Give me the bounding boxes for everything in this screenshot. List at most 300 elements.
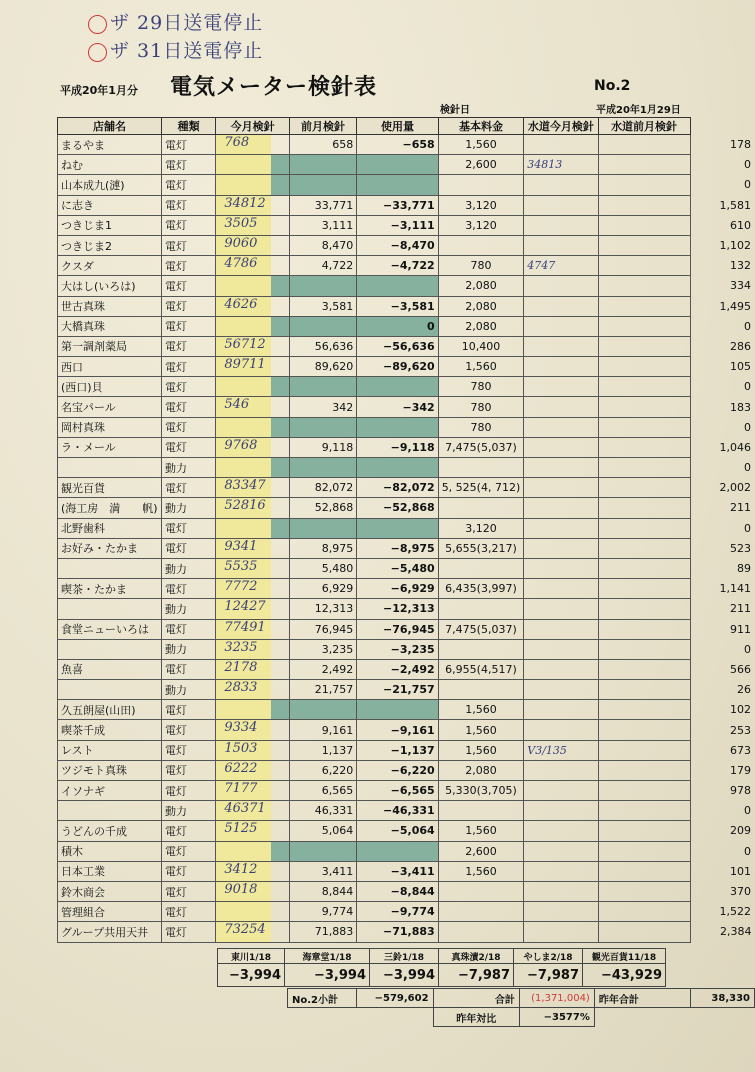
water-current-reading — [524, 417, 598, 437]
store-name: クスダ — [58, 256, 162, 276]
water-previous-reading — [598, 336, 690, 356]
side-value: 101 — [730, 864, 751, 878]
bottom-summary-table — [217, 948, 666, 987]
previous-reading: 56,636 — [289, 336, 356, 356]
store-name: (西口)貝 — [58, 377, 162, 397]
current-reading-cell — [216, 599, 289, 619]
water-previous-reading — [598, 680, 690, 700]
water-current-reading — [524, 902, 598, 922]
water-current-reading — [524, 579, 598, 599]
ratio-value: −3577% — [519, 1008, 594, 1027]
table-row — [58, 599, 755, 619]
previous-reading: 76,945 — [289, 619, 356, 639]
col-header: 種類 — [161, 118, 215, 135]
store-name — [58, 558, 162, 578]
current-reading: 9334 — [224, 720, 258, 736]
water-previous-reading — [598, 599, 690, 619]
previous-reading: 5,480 — [289, 558, 356, 578]
meter-kind: 電灯 — [161, 175, 215, 195]
usage: −5,064 — [357, 821, 438, 841]
table-row — [58, 922, 755, 942]
table-row — [58, 296, 755, 316]
previous-reading: 82,072 — [289, 478, 356, 498]
meter-kind: 動力 — [161, 639, 215, 659]
meter-kind: 電灯 — [161, 922, 215, 942]
table-row — [58, 417, 755, 437]
store-name: まるやま — [58, 135, 162, 155]
side-value: 132 — [730, 259, 751, 273]
water-current-reading — [524, 781, 598, 801]
prev-year-label: 昨年合計 — [594, 989, 690, 1008]
current-reading-cell — [216, 135, 289, 155]
water-current-reading — [524, 437, 598, 457]
subtotal-label: No.2小計 — [288, 989, 357, 1008]
previous-reading: 6,929 — [289, 579, 356, 599]
table-row — [58, 760, 755, 780]
col-header: 前月検針 — [289, 118, 356, 135]
water-previous-reading — [598, 760, 690, 780]
current-reading: 34812 — [224, 195, 266, 211]
table-row — [58, 558, 755, 578]
store-name: 久五朗屋(山田) — [58, 700, 162, 720]
current-reading: 9768 — [224, 437, 258, 453]
current-reading-cell — [216, 922, 289, 942]
usage: −3,235 — [357, 639, 438, 659]
current-reading: 3505 — [224, 215, 258, 231]
current-reading: 7772 — [224, 579, 258, 595]
meter-kind: 電灯 — [161, 135, 215, 155]
store-name: ツジモト真珠 — [58, 760, 162, 780]
meter-table — [57, 117, 755, 943]
current-reading-cell — [216, 760, 289, 780]
table-row — [58, 397, 755, 417]
store-name: 西口 — [58, 357, 162, 377]
meter-kind: 電灯 — [161, 619, 215, 639]
base-fee — [438, 881, 524, 901]
water-current-reading — [524, 680, 598, 700]
store-name — [58, 458, 162, 478]
meter-kind: 電灯 — [161, 478, 215, 498]
usage: −8,844 — [357, 881, 438, 901]
meter-kind: 動力 — [161, 558, 215, 578]
usage: −56,636 — [357, 336, 438, 356]
previous-reading: 6,220 — [289, 760, 356, 780]
meter-kind: 電灯 — [161, 437, 215, 457]
usage: −5,480 — [357, 558, 438, 578]
current-reading: 6222 — [224, 760, 258, 776]
col-header: 今月検針 — [216, 118, 289, 135]
base-fee: 5, 525(4, 712) — [438, 478, 524, 498]
water-previous-reading — [598, 155, 690, 175]
store-name: 日本工業 — [58, 861, 162, 881]
previous-reading — [289, 316, 356, 336]
store-name: 大はし(いろは) — [58, 276, 162, 296]
water-current-reading — [524, 235, 598, 255]
side-value: 1,046 — [719, 440, 751, 454]
water-current-reading — [524, 599, 598, 619]
handwritten-note-1 — [88, 8, 263, 35]
side-value: 978 — [730, 784, 751, 798]
store-name: 管理組合 — [58, 902, 162, 922]
side-value: 0 — [744, 420, 751, 434]
previous-reading: 4,722 — [289, 256, 356, 276]
current-reading: 83347 — [224, 478, 266, 494]
current-reading: 5125 — [224, 821, 258, 837]
store-name: 大橋真珠 — [58, 316, 162, 336]
store-name: 世古真珠 — [58, 296, 162, 316]
meter-kind: 電灯 — [161, 357, 215, 377]
current-reading-cell — [216, 276, 289, 296]
usage: −8,975 — [357, 538, 438, 558]
table-row — [58, 135, 755, 155]
water-previous-reading — [598, 720, 690, 740]
usage: 0 — [357, 316, 438, 336]
current-reading: 2178 — [224, 659, 258, 675]
water-previous-reading — [598, 841, 690, 861]
previous-reading — [289, 458, 356, 478]
side-value: 0 — [744, 844, 751, 858]
usage — [357, 518, 438, 538]
meter-kind: 電灯 — [161, 215, 215, 235]
current-reading-cell — [216, 478, 289, 498]
side-value: 1,141 — [719, 582, 751, 596]
previous-reading — [289, 417, 356, 437]
store-name: レスト — [58, 740, 162, 760]
current-reading: 73254 — [224, 922, 266, 938]
base-fee: 780 — [438, 377, 524, 397]
bottom-value: −7,987 — [439, 964, 514, 987]
side-value: 89 — [737, 562, 751, 576]
table-row — [58, 881, 755, 901]
table-row — [58, 841, 755, 861]
base-fee: 7,475(5,037) — [438, 619, 524, 639]
table-row — [58, 861, 755, 881]
water-previous-reading — [598, 215, 690, 235]
table-row — [58, 538, 755, 558]
usage: −21,757 — [357, 680, 438, 700]
current-reading-cell — [216, 296, 289, 316]
meter-kind: 電灯 — [161, 821, 215, 841]
current-reading-cell — [216, 316, 289, 336]
side-value: 1,581 — [719, 198, 751, 212]
side-value: 2,384 — [720, 925, 752, 939]
store-name: 山本成九(漣) — [58, 175, 162, 195]
water-current-reading — [524, 215, 598, 235]
usage: −6,220 — [357, 760, 438, 780]
bottom-label: やしま2/18 — [514, 949, 583, 964]
previous-reading: 1,137 — [289, 740, 356, 760]
water-previous-reading — [598, 518, 690, 538]
previous-reading: 2,492 — [289, 659, 356, 679]
store-name: 岡村真珠 — [58, 417, 162, 437]
water-previous-reading — [598, 558, 690, 578]
base-fee: 1,560 — [438, 740, 524, 760]
red-circle-icon — [88, 43, 107, 62]
meter-kind: 電灯 — [161, 781, 215, 801]
previous-reading: 46,331 — [289, 801, 356, 821]
current-reading-cell — [216, 215, 289, 235]
base-fee — [438, 498, 524, 518]
ratio-label: 昨年対比 — [433, 1008, 519, 1027]
previous-reading: 21,757 — [289, 680, 356, 700]
current-reading-cell — [216, 801, 289, 821]
water-current-reading — [524, 881, 598, 901]
previous-reading: 3,235 — [289, 639, 356, 659]
current-reading: 768 — [224, 135, 250, 150]
bottom-value: −3,994 — [370, 964, 439, 987]
base-fee — [438, 235, 524, 255]
water-current-reading — [524, 922, 598, 942]
water-previous-reading — [598, 296, 690, 316]
water-current-reading — [524, 760, 598, 780]
previous-reading — [289, 518, 356, 538]
water-current-reading — [524, 619, 598, 639]
side-value: 179 — [730, 763, 751, 777]
water-current-reading — [524, 801, 598, 821]
side-value: 26 — [737, 683, 751, 697]
current-reading-cell — [216, 902, 289, 922]
table-row — [58, 498, 755, 518]
usage: −71,883 — [357, 922, 438, 942]
usage — [357, 417, 438, 437]
table-row — [58, 256, 755, 276]
water-current-reading — [524, 659, 598, 679]
usage: −3,581 — [357, 296, 438, 316]
previous-reading: 9,118 — [289, 437, 356, 457]
side-value: 673 — [730, 743, 751, 757]
side-value: 566 — [730, 662, 751, 676]
total-label: 合計 — [433, 989, 519, 1008]
current-reading-cell — [216, 841, 289, 861]
usage: −33,771 — [357, 195, 438, 215]
usage: −76,945 — [357, 619, 438, 639]
current-reading-cell — [216, 377, 289, 397]
current-reading-cell — [216, 498, 289, 518]
meter-kind: 電灯 — [161, 235, 215, 255]
total-value: (1,371,004) — [519, 989, 594, 1008]
current-reading-cell — [216, 256, 289, 276]
table-row — [58, 720, 755, 740]
subtotal-table — [287, 988, 755, 1027]
table-row — [58, 276, 755, 296]
current-reading-cell — [216, 518, 289, 538]
table-row — [58, 235, 755, 255]
water-previous-reading — [598, 659, 690, 679]
current-reading: 56712 — [224, 336, 266, 352]
current-reading-cell — [216, 619, 289, 639]
side-value: 211 — [730, 602, 751, 616]
usage: −6,565 — [357, 781, 438, 801]
side-value: 1,102 — [719, 239, 751, 253]
current-reading: 9341 — [224, 538, 258, 554]
water-previous-reading — [598, 639, 690, 659]
previous-reading: 3,411 — [289, 861, 356, 881]
current-reading: 1503 — [224, 740, 258, 756]
side-value: 0 — [744, 158, 751, 172]
water-previous-reading — [598, 478, 690, 498]
table-row — [58, 781, 755, 801]
usage: −8,470 — [357, 235, 438, 255]
store-name: (海工房 満 帆) — [58, 498, 162, 518]
table-row — [58, 336, 755, 356]
side-value: 0 — [744, 804, 751, 818]
meter-kind: 電灯 — [161, 155, 215, 175]
base-fee: 3,120 — [438, 518, 524, 538]
col-header: 水道前月検針 — [598, 118, 690, 135]
water-current-reading — [524, 538, 598, 558]
store-name: イソナギ — [58, 781, 162, 801]
usage: −46,331 — [357, 801, 438, 821]
base-fee: 780 — [438, 417, 524, 437]
usage — [357, 700, 438, 720]
current-reading-cell — [216, 357, 289, 377]
water-previous-reading — [598, 922, 690, 942]
table-row — [58, 215, 755, 235]
store-name — [58, 801, 162, 821]
meter-kind: 電灯 — [161, 397, 215, 417]
bottom-value: −3,994 — [285, 964, 370, 987]
previous-reading: 342 — [289, 397, 356, 417]
table-row — [58, 639, 755, 659]
base-fee: 6,955(4,517) — [438, 659, 524, 679]
meter-kind: 電灯 — [161, 881, 215, 901]
meter-kind: 電灯 — [161, 700, 215, 720]
store-name: 魚喜 — [58, 659, 162, 679]
table-row — [58, 619, 755, 639]
side-value: 211 — [730, 501, 751, 515]
side-value: 0 — [744, 380, 751, 394]
water-current-reading — [524, 458, 598, 478]
side-value: 209 — [730, 824, 751, 838]
previous-reading: 89,620 — [289, 357, 356, 377]
previous-reading: 52,868 — [289, 498, 356, 518]
store-name: 北野歯科 — [58, 518, 162, 538]
current-reading: 52816 — [224, 498, 266, 514]
red-circle-icon — [88, 15, 107, 34]
store-name: つきじま1 — [58, 215, 162, 235]
previous-reading — [289, 155, 356, 175]
base-fee: 3,120 — [438, 215, 524, 235]
base-fee — [438, 458, 524, 478]
current-reading: 46371 — [224, 801, 266, 817]
subtotal-value: −579,602 — [356, 989, 433, 1008]
previous-reading: 658 — [289, 135, 356, 155]
table-row — [58, 740, 755, 760]
table-row — [58, 155, 755, 175]
water-previous-reading — [598, 902, 690, 922]
water-previous-reading — [598, 276, 690, 296]
table-row — [58, 902, 755, 922]
base-fee: 780 — [438, 397, 524, 417]
meter-kind: 動力 — [161, 680, 215, 700]
usage: −1,137 — [357, 740, 438, 760]
side-value: 0 — [744, 642, 751, 656]
table-row — [58, 518, 755, 538]
side-value: 334 — [730, 279, 751, 293]
table-row — [58, 659, 755, 679]
current-reading-cell — [216, 781, 289, 801]
current-reading-cell — [216, 155, 289, 175]
table-row — [58, 579, 755, 599]
usage: −9,118 — [357, 437, 438, 457]
usage — [357, 155, 438, 175]
current-reading: 5535 — [224, 558, 258, 574]
current-reading-cell — [216, 740, 289, 760]
previous-reading — [289, 377, 356, 397]
water-current-reading — [524, 195, 598, 215]
store-name: に志き — [58, 195, 162, 215]
table-row — [58, 437, 755, 457]
side-value: 178 — [730, 138, 751, 152]
water-previous-reading — [598, 357, 690, 377]
meter-kind: 電灯 — [161, 538, 215, 558]
table-row — [58, 801, 755, 821]
water-previous-reading — [598, 135, 690, 155]
prev-year-value: 38,330 — [691, 989, 755, 1008]
current-reading-cell — [216, 639, 289, 659]
usage: −3,111 — [357, 215, 438, 235]
water-current-reading — [524, 316, 598, 336]
current-reading-cell — [216, 700, 289, 720]
meter-kind: 電灯 — [161, 841, 215, 861]
usage: −3,411 — [357, 861, 438, 881]
water-previous-reading — [598, 417, 690, 437]
usage: −658 — [357, 135, 438, 155]
water-previous-reading — [598, 821, 690, 841]
bottom-label: 東川1/18 — [218, 949, 285, 964]
water-previous-reading — [598, 781, 690, 801]
previous-reading — [289, 175, 356, 195]
usage — [357, 458, 438, 478]
meter-kind: 電灯 — [161, 336, 215, 356]
current-reading-cell — [216, 680, 289, 700]
base-fee — [438, 558, 524, 578]
page-title: 電気メーター検針表 — [170, 75, 378, 100]
current-reading-cell — [216, 558, 289, 578]
bottom-label: 三鈴1/18 — [370, 949, 439, 964]
side-value: 610 — [730, 218, 751, 232]
bottom-label: 真珠漬2/18 — [439, 949, 514, 964]
base-fee: 2,080 — [438, 760, 524, 780]
usage: −82,072 — [357, 478, 438, 498]
side-value: 911 — [730, 622, 751, 636]
previous-reading: 3,581 — [289, 296, 356, 316]
store-name — [58, 680, 162, 700]
water-previous-reading — [598, 235, 690, 255]
meter-kind: 電灯 — [161, 417, 215, 437]
meter-kind: 電灯 — [161, 256, 215, 276]
base-fee: 2,080 — [438, 276, 524, 296]
current-reading: 4786 — [224, 256, 258, 272]
side-value: 0 — [744, 521, 751, 535]
bottom-value: −43,929 — [583, 964, 666, 987]
kenshin-date: 平成20年1月29日 — [596, 105, 681, 116]
usage: −89,620 — [357, 357, 438, 377]
meter-kind: 電灯 — [161, 861, 215, 881]
usage: −6,929 — [357, 579, 438, 599]
note-text-2: ザ 31日送電停止 — [110, 40, 264, 62]
usage: −342 — [357, 397, 438, 417]
water-current-reading: 4747 — [524, 256, 598, 276]
current-reading: 2833 — [224, 680, 258, 696]
meter-kind: 電灯 — [161, 377, 215, 397]
current-reading: 9060 — [224, 235, 258, 251]
side-value: 1,522 — [719, 905, 751, 919]
water-current-reading — [524, 861, 598, 881]
store-name: 名宝パール — [58, 397, 162, 417]
store-name: 積木 — [58, 841, 162, 861]
water-current-reading — [524, 276, 598, 296]
